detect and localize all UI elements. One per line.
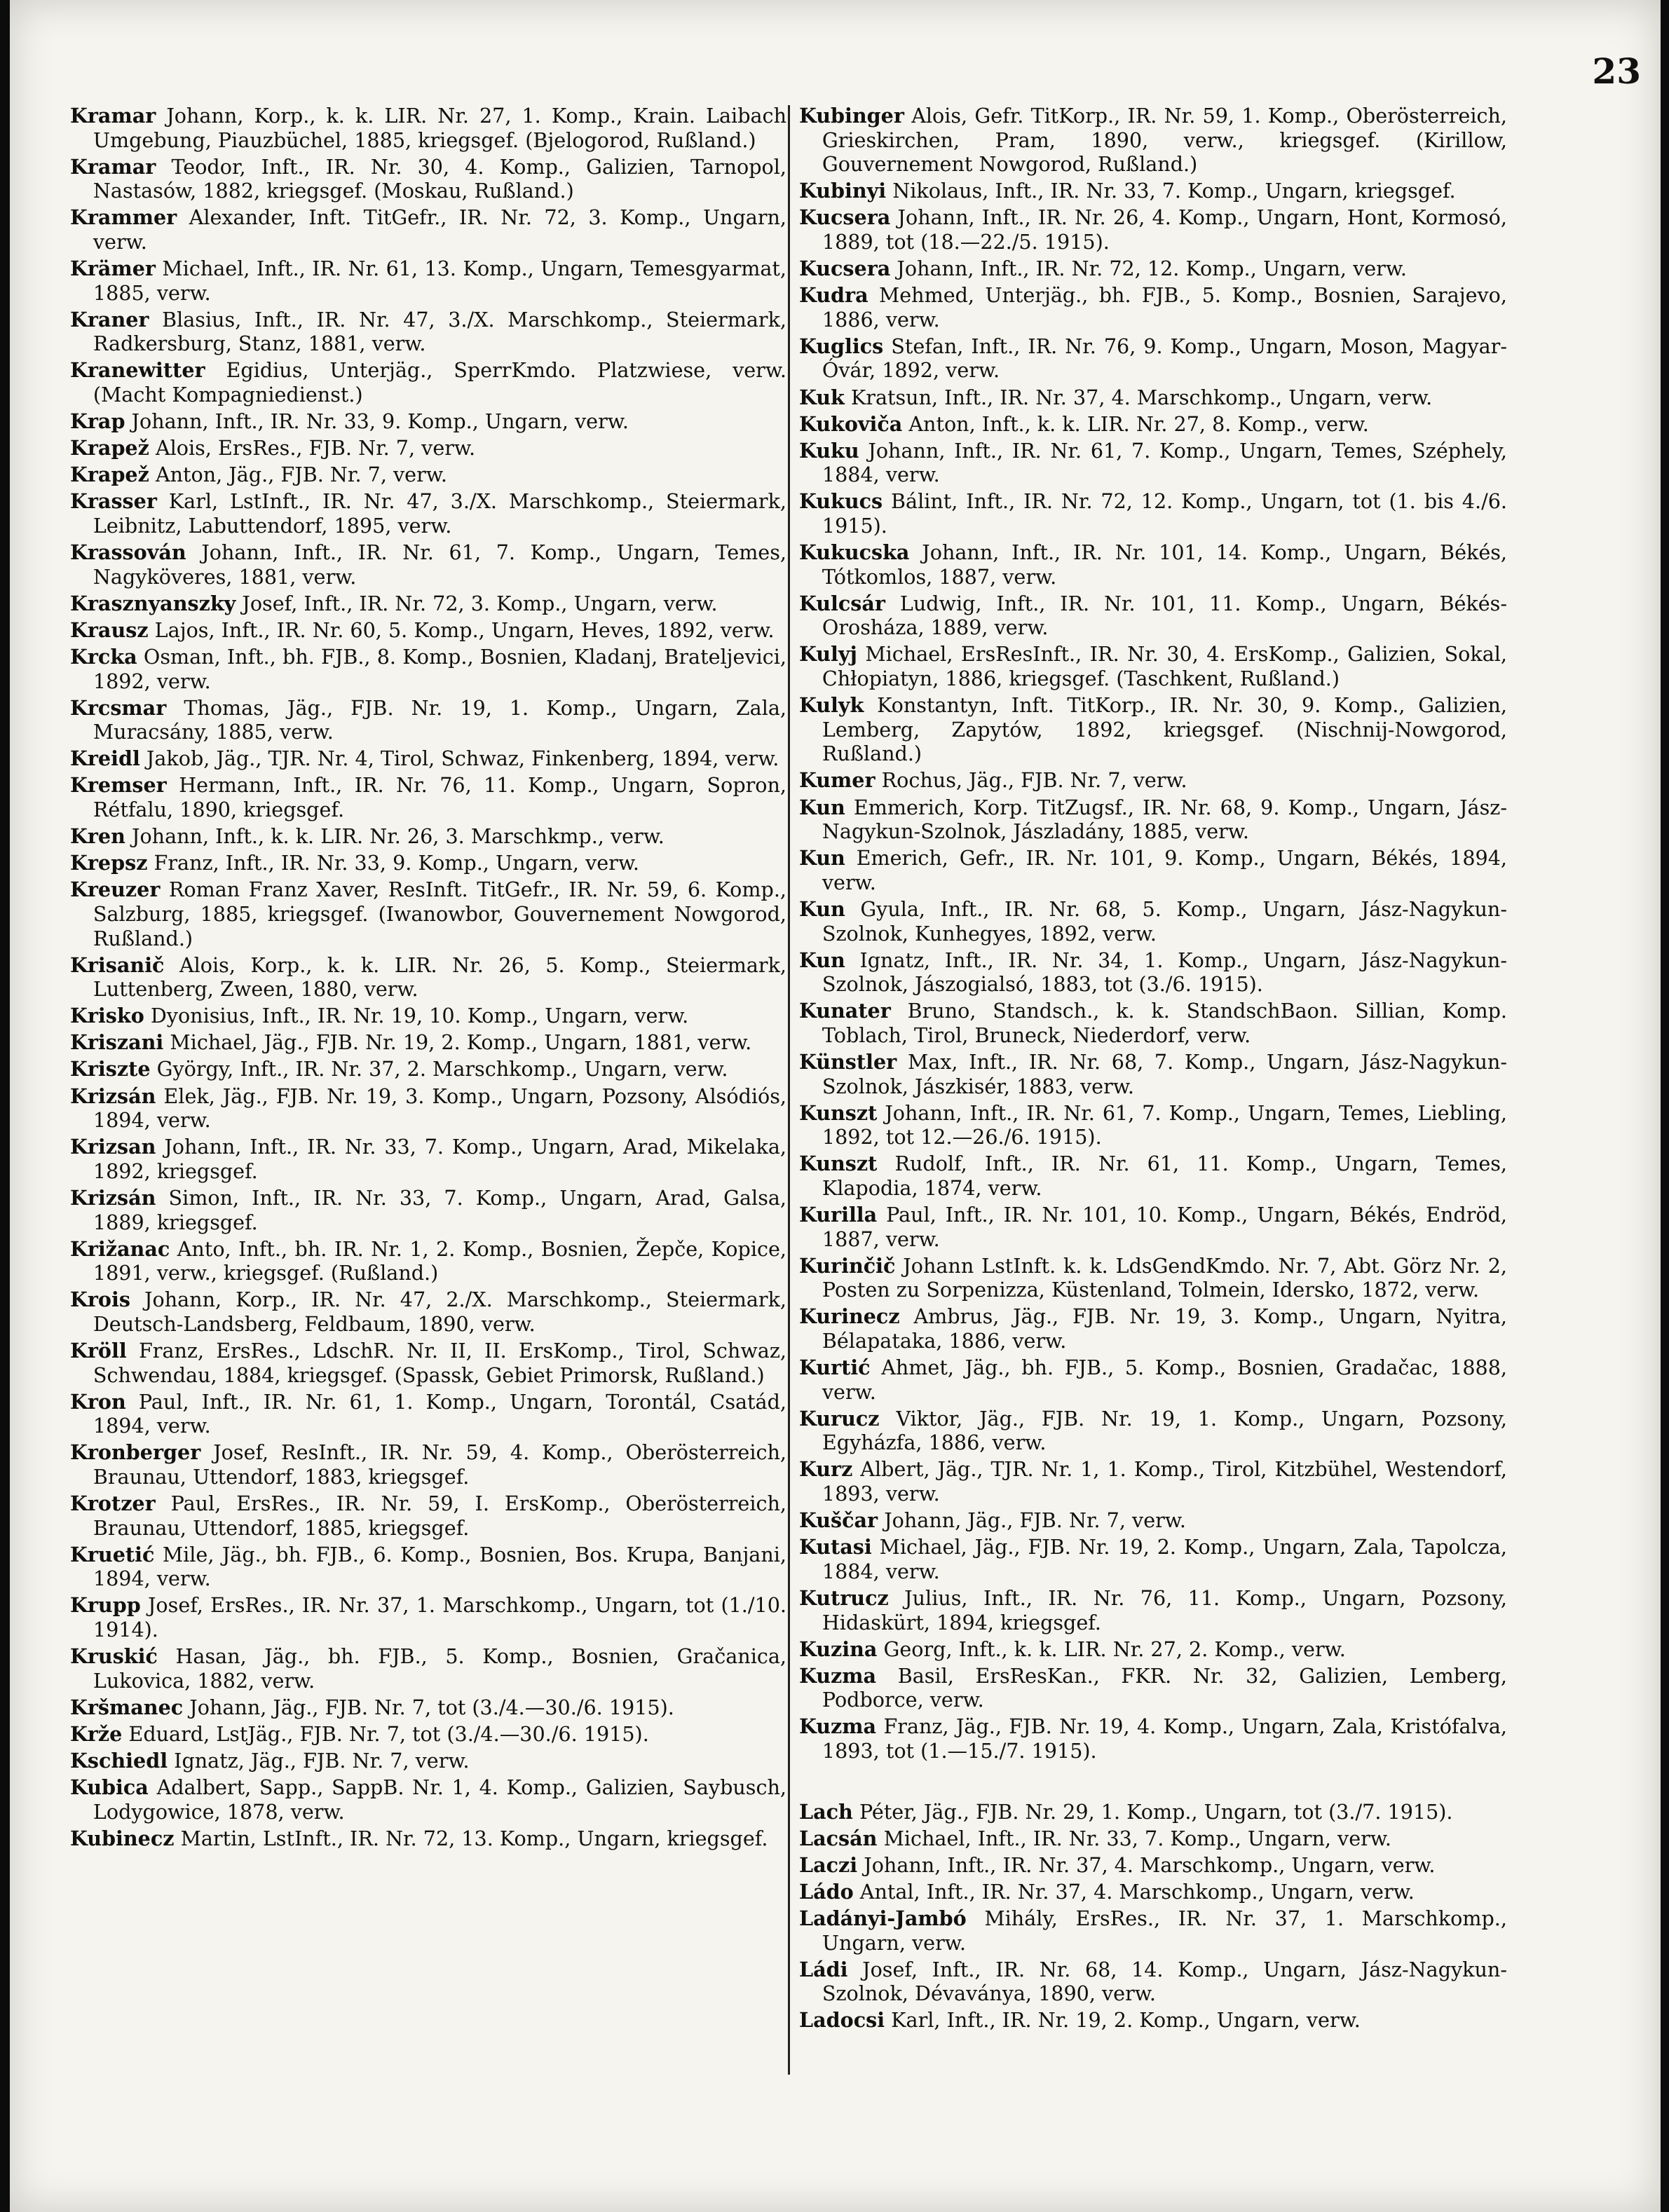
- casualty-entry: [799, 283, 1507, 332]
- entry-details: Josef, ErsRes., IR. Nr. 37, 1. Marschkomp., Ungarn, tot (1./10. 1914).: [93, 1593, 786, 1642]
- entry-details: Johann, Korp., IR. Nr. 47, 2./X. Marschkomp., Steiermark, Deutsch-Landsberg, Feldbaum, 1890, verw.: [93, 1288, 786, 1336]
- casualty-entry: [799, 796, 1507, 844]
- casualty-entry: [70, 1135, 786, 1183]
- entry-surname: Kunszt: [799, 1100, 878, 1125]
- casualty-entry: [70, 618, 786, 643]
- casualty-entry: [70, 1004, 786, 1028]
- casualty-entry: [70, 1593, 786, 1641]
- casualty-entry: [70, 696, 786, 744]
- entry-details: Georg, Inft., k. k. LIR. Nr. 27, 2. Komp., verw.: [883, 1637, 1346, 1661]
- entry-details: Ignatz, Jäg., FJB. Nr. 7, verw.: [174, 1749, 470, 1773]
- entry-surname: Kreuzer: [70, 878, 161, 902]
- entry-details: Mile, Jäg., bh. FJB., 6. Komp., Bosnien, Bos. Krupa, Banjani, 1894, verw.: [93, 1542, 787, 1591]
- entry-surname: Lacsán: [799, 1826, 878, 1850]
- entry-details: Johann, Inft., IR. Nr. 101, 14. Komp., Ungarn, Békés, Tótkomlos, 1887, verw.: [822, 540, 1507, 589]
- entry-details: Paul, Inft., IR. Nr. 101, 10. Komp., Ungarn, Békés, Endröd, 1887, verw.: [822, 1203, 1507, 1251]
- casualty-entry: [70, 1749, 786, 1773]
- casualty-entry: [70, 1237, 786, 1285]
- entry-details: Thomas, Jäg., FJB. Nr. 19, 1. Komp., Ungarn, Zala, Muracsány, 1885, verw.: [93, 695, 786, 744]
- column-divider: [788, 105, 790, 2075]
- entry-surname: Krizsán: [70, 1185, 156, 1210]
- entry-surname: Kranewitter: [70, 358, 205, 383]
- entry-details: Michael, Jäg., FJB. Nr. 19, 2. Komp., Ungarn, Zala, Tapolcza, 1884, verw.: [822, 1535, 1507, 1583]
- casualty-entry: [70, 155, 786, 203]
- entry-surname: Kramar: [70, 104, 156, 128]
- entry-surname: Kren: [70, 824, 125, 849]
- entry-details: Emmerich, Korp. TitZugsf., IR. Nr. 68, 9. Komp., Ungarn, Jász-Nagykun-Szolnok, Jászladány, 1885, verw.: [822, 795, 1507, 844]
- entry-details: Johann, Inft., k. k. LIR. Nr. 26, 3. Marschkmp., verw.: [132, 824, 665, 849]
- casualty-entry: [799, 1508, 1507, 1533]
- entry-surname: Krupp: [70, 1593, 141, 1618]
- casualty-entry: [799, 1637, 1507, 1662]
- entry-details: Mihály, ErsRes., IR. Nr. 37, 1. Marschkomp., Ungarn, verw.: [822, 1906, 1507, 1955]
- entry-details: Simon, Inft., IR. Nr. 33, 7. Komp., Ungarn, Arad, Galsa, 1889, kriegsgef.: [93, 1185, 786, 1234]
- entry-surname: Kumer: [799, 768, 876, 793]
- casualty-entry: [799, 1356, 1507, 1404]
- entry-surname: Kriszani: [70, 1030, 164, 1055]
- entry-surname: Lach: [799, 1799, 853, 1824]
- casualty-entry: [799, 2008, 1507, 2033]
- entry-details: Johann, Inft., IR. Nr. 26, 4. Komp., Ungarn, Hont, Kormosó, 1889, tot (18.—22./5. 1915).: [822, 205, 1507, 254]
- entry-surname: Kun: [799, 846, 845, 871]
- entry-surname: Kraner: [70, 307, 149, 332]
- entry-surname: Kucsera: [799, 205, 891, 230]
- entry-surname: Kun: [799, 948, 845, 972]
- casualty-entry: [70, 1390, 786, 1438]
- entry-surname: Krapež: [70, 436, 149, 460]
- entry-details: Blasius, Inft., IR. Nr. 47, 3./X. Marschkomp., Steiermark, Radkersburg, Stanz, 1881, verw.: [93, 307, 786, 356]
- entry-surname: Kuzma: [799, 1663, 877, 1688]
- entry-details: Antal, Inft., IR. Nr. 37, 4. Marschkomp., Ungarn, verw.: [859, 1879, 1415, 1904]
- entry-surname: Kurucz: [799, 1406, 880, 1431]
- entry-surname: Kurtić: [799, 1356, 871, 1380]
- entry-surname: Kuzma: [799, 1714, 877, 1739]
- entry-details: Basil, ErsResKan., FKR. Nr. 32, Galizien, Lemberg, Podborce, verw.: [822, 1663, 1507, 1712]
- casualty-entry: [799, 489, 1507, 538]
- entry-surname: Kurz: [799, 1457, 853, 1482]
- casualty-entry: [799, 540, 1507, 589]
- entry-details: Johann, Jäg., FJB. Nr. 7, tot (3./4.—30./6. 1915).: [189, 1695, 674, 1719]
- entry-details: Anto, Inft., bh. IR. Nr. 1, 2. Komp., Bosnien, Žepče, Kopice, 1891, verw., kriegsgef. (Rußland.): [93, 1236, 786, 1285]
- casualty-entry: [70, 1084, 786, 1133]
- entry-surname: Kurilla: [799, 1203, 878, 1227]
- entry-surname: Kulyj: [799, 642, 857, 667]
- entry-details: Franz, Inft., IR. Nr. 33, 9. Komp., Ungarn, verw.: [154, 851, 640, 875]
- entry-details: Karl, LstInft., IR. Nr. 47, 3./X. Marschkomp., Steiermark, Leibnitz, Labuttendorf, 1895, verw.: [93, 489, 786, 538]
- entry-details: Karl, Inft., IR. Nr. 19, 2. Komp., Ungarn, verw.: [891, 2008, 1361, 2033]
- entry-details: Mehmed, Unterjäg., bh. FJB., 5. Komp., Bosnien, Sarajevo, 1886, verw.: [822, 283, 1507, 332]
- entry-surname: Krasser: [70, 489, 157, 514]
- entry-details: György, Inft., IR. Nr. 37, 2. Marschkomp., Ungarn, verw.: [156, 1057, 728, 1081]
- entry-details: Alois, ErsRes., FJB. Nr. 7, verw.: [155, 436, 476, 460]
- entry-surname: Ladocsi: [799, 2008, 885, 2033]
- entry-surname: Ládi: [799, 1957, 848, 1981]
- entry-surname: Ladányi-Jambó: [799, 1906, 967, 1930]
- entry-details: Johann, Inft., IR. Nr. 61, 7. Komp., Ungarn, Temes, Liebling, 1892, tot 12.—26./6. 1915).: [822, 1100, 1507, 1149]
- casualty-entry: [70, 104, 786, 152]
- entry-surname: Kucsera: [799, 257, 891, 281]
- entry-details: Johann, Inft., IR. Nr. 37, 4. Marschkomp., Ungarn, verw.: [864, 1852, 1436, 1877]
- casualty-entry: [799, 385, 1507, 410]
- casualty-entry: [799, 1535, 1507, 1583]
- entry-details: Ahmet, Jäg., bh. FJB., 5. Komp., Bosnien, Gradačac, 1888, verw.: [822, 1356, 1507, 1404]
- casualty-entry: [70, 358, 786, 407]
- entry-details: Lajos, Inft., IR. Nr. 60, 5. Komp., Ungarn, Heves, 1892, verw.: [154, 617, 775, 642]
- entry-surname: Künstler: [799, 1049, 897, 1074]
- casualty-entry: [70, 1775, 786, 1824]
- entry-surname: Kruskić: [70, 1644, 158, 1669]
- entry-surname: Kruetić: [70, 1542, 155, 1566]
- entry-surname: Kunszt: [799, 1152, 878, 1176]
- entry-details: Osman, Inft., bh. FJB., 8. Komp., Bosnien, Kladanj, Brateljevici, 1892, verw.: [93, 644, 786, 693]
- casualty-entry: [70, 1186, 786, 1234]
- casualty-entry: [799, 257, 1507, 281]
- casualty-entry: [799, 1853, 1507, 1878]
- entry-details: Julius, Inft., IR. Nr. 76, 11. Komp., Ungarn, Pozsony, Hidaskürt, 1894, kriegsgef.: [822, 1585, 1507, 1634]
- entry-details: Viktor, Jäg., FJB. Nr. 19, 1. Komp., Ungarn, Pozsony, Egyházfa, 1886, verw.: [822, 1406, 1507, 1455]
- entry-surname: Krasznyanszky: [70, 591, 236, 615]
- entry-details: Johann, Inft., IR. Nr. 61, 7. Komp., Ungarn, Temes, Széphely, 1884, verw.: [822, 438, 1508, 487]
- casualty-entry: [799, 846, 1507, 894]
- casualty-entry: [70, 746, 786, 771]
- casualty-entry: [70, 824, 786, 849]
- entry-surname: Krizsan: [70, 1135, 156, 1159]
- entry-details: Franz, Jäg., FJB. Nr. 19, 4. Komp., Ungarn, Zala, Kristófalva, 1893, tot (1.—15./7. 1915).: [822, 1714, 1507, 1763]
- entry-details: Josef, Inft., IR. Nr. 72, 3. Komp., Ungarn, verw.: [242, 591, 718, 615]
- entry-surname: Kun: [799, 896, 845, 921]
- entry-surname: Kutasi: [799, 1535, 872, 1559]
- entry-surname: Kunater: [799, 999, 891, 1023]
- entry-details: Martin, LstInft., IR. Nr. 72, 13. Komp., Ungarn, kriegsgef.: [180, 1826, 768, 1850]
- entry-surname: Krže: [70, 1721, 123, 1746]
- entry-surname: Krassován: [70, 540, 186, 565]
- casualty-entry: [70, 257, 786, 305]
- entry-details: Albert, Jäg., TJR. Nr. 1, 1. Komp., Tirol, Kitzbühel, Westendorf, 1893, verw.: [822, 1457, 1507, 1506]
- entry-details: Stefan, Inft., IR. Nr. 76, 9. Komp., Ungarn, Moson, Magyar-Óvár, 1892, verw.: [822, 334, 1508, 383]
- casualty-entry: [799, 1664, 1507, 1712]
- entry-details: Alois, Korp., k. k. LIR. Nr. 26, 5. Komp., Steiermark, Luttenberg, Zween, 1880, verw.: [93, 953, 786, 1002]
- entry-surname: Kuščar: [799, 1508, 878, 1533]
- casualty-entry: [70, 540, 786, 589]
- entry-details: Michael, Jäg., FJB. Nr. 19, 2. Komp., Ungarn, 1881, verw.: [170, 1030, 752, 1055]
- entry-surname: Kubinger: [799, 104, 904, 128]
- entry-details: Roman Franz Xaver, ResInft. TitGefr., IR. Nr. 59, 6. Komp., Salzburg, 1885, kriegsgef. (Iwanowbor, Gouvernement Nowgorod, Rußland.): [93, 878, 786, 950]
- entry-details: Anton, Jäg., FJB. Nr. 7, verw.: [155, 463, 447, 487]
- casualty-entry: [70, 436, 786, 460]
- entry-details: Johann, Inft., IR. Nr. 72, 12. Komp., Ungarn, verw.: [897, 257, 1407, 281]
- entry-surname: Krotzer: [70, 1491, 156, 1516]
- entry-surname: Kulcsár: [799, 591, 885, 615]
- casualty-entry: [799, 1254, 1507, 1302]
- casualty-entry: [799, 1407, 1507, 1455]
- entry-details: Emerich, Gefr., IR. Nr. 101, 9. Komp., Ungarn, Békés, 1894, verw.: [822, 846, 1508, 894]
- casualty-entry: [70, 592, 786, 616]
- entry-surname: Krisanič: [70, 953, 165, 977]
- casualty-entry: [799, 1152, 1507, 1200]
- casualty-entry: [799, 1101, 1507, 1149]
- entry-details: Johann, Inft., IR. Nr. 33, 7. Komp., Ungarn, Arad, Mikelaka, 1892, kriegsgef.: [93, 1135, 786, 1183]
- entry-surname: Križanac: [70, 1236, 170, 1261]
- entry-details: Konstantyn, Inft. TitKorp., IR. Nr. 30, 9. Komp., Galizien, Lemberg, Zapytów, 1892, kriegsgef. (Nischnij-Nowgorod, Rußland.): [822, 693, 1508, 766]
- entry-surname: Kubinecz: [70, 1826, 175, 1850]
- entry-details: Johann, Inft., IR. Nr. 33, 9. Komp., Ungarn, verw.: [131, 409, 629, 434]
- casualty-entry: [70, 1288, 786, 1336]
- casualty-entry: [70, 773, 786, 821]
- entry-details: Johann, Jäg., FJB. Nr. 7, verw.: [884, 1508, 1186, 1533]
- entry-details: Paul, Inft., IR. Nr. 61, 1. Komp., Ungarn, Torontál, Csatád, 1894, verw.: [93, 1389, 786, 1438]
- entry-details: Bruno, Standsch., k. k. StandschBaon. Sillian, Komp. Toblach, Tirol, Bruneck, Niederdorf, verw.: [822, 999, 1507, 1047]
- casualty-entry: [799, 179, 1507, 203]
- entry-details: Nikolaus, Inft., IR. Nr. 33, 7. Komp., Ungarn, kriegsgef.: [892, 179, 1456, 203]
- casualty-entry: [799, 948, 1507, 997]
- casualty-entry: [70, 851, 786, 875]
- casualty-entry: [799, 412, 1507, 437]
- entry-details: Ludwig, Inft., IR. Nr. 101, 11. Komp., Ungarn, Békés-Orosháza, 1889, verw.: [822, 591, 1507, 640]
- page-number: 23: [1592, 50, 1641, 92]
- casualty-entry: [799, 999, 1507, 1047]
- casualty-entry: [799, 1714, 1507, 1763]
- casualty-entry: [70, 1339, 786, 1387]
- entry-surname: Krammer: [70, 205, 177, 230]
- entry-surname: Kuzina: [799, 1637, 878, 1661]
- entry-details: Rudolf, Inft., IR. Nr. 61, 11. Komp., Ungarn, Temes, Klapodia, 1874, verw.: [822, 1152, 1507, 1200]
- entry-details: Max, Inft., IR. Nr. 68, 7. Komp., Ungarn, Jász-Nagykun-Szolnok, Jászkisér, 1883, verw.: [822, 1049, 1508, 1098]
- casualty-entry: [70, 489, 786, 538]
- casualty-entry: [799, 334, 1507, 383]
- entry-details: Michael, Inft., IR. Nr. 33, 7. Komp., Ungarn, verw.: [883, 1826, 1391, 1850]
- entry-surname: Kurinecz: [799, 1304, 900, 1329]
- right-column: [799, 104, 1507, 2035]
- entry-details: Paul, ErsRes., IR. Nr. 59, I. ErsKomp., Oberösterreich, Braunau, Uttendorf, 1885, kriegsgef.: [93, 1491, 786, 1540]
- entry-surname: Kuk: [799, 385, 845, 409]
- entry-details: Alexander, Inft. TitGefr., IR. Nr. 72, 3. Komp., Ungarn, verw.: [93, 205, 786, 254]
- entry-surname: Krepsz: [70, 851, 148, 875]
- entry-surname: Krap: [70, 409, 125, 434]
- casualty-entry: [799, 897, 1507, 945]
- casualty-entry: [799, 1457, 1507, 1506]
- casualty-entry: [799, 1906, 1507, 1955]
- entry-details: Johann LstInft. k. k. LdsGendKmdo. Nr. 7, Abt. Görz Nr. 2, Posten zu Sorpenizza, Küstenland, Tolmein, Idersko, 1872, verw.: [822, 1253, 1508, 1302]
- entry-details: Jakob, Jäg., TJR. Nr. 4, Tirol, Schwaz, Finkenberg, 1894, verw.: [146, 746, 779, 771]
- casualty-entry: [799, 1958, 1507, 2006]
- casualty-entry: [799, 1050, 1507, 1098]
- entry-surname: Laczi: [799, 1852, 858, 1877]
- entry-details: Anton, Inft., k. k. LIR. Nr. 27, 8. Komp., verw.: [908, 411, 1369, 436]
- casualty-entry: [70, 308, 786, 356]
- entry-surname: Krapež: [70, 463, 149, 487]
- entry-surname: Krcka: [70, 644, 137, 669]
- entry-surname: Kuku: [799, 438, 859, 463]
- entry-details: Egidius, Unterjäg., SperrKmdo. Platzwiese, verw. (Macht Kompagniedienst.): [93, 358, 787, 407]
- entry-details: Ignatz, Inft., IR. Nr. 34, 1. Komp., Ungarn, Jász-Nagykun-Szolnok, Jászogialsó, 1883, tot (3./6. 1915).: [822, 948, 1507, 997]
- casualty-entry: [799, 1827, 1507, 1851]
- casualty-entry: [70, 1722, 786, 1747]
- entry-surname: Kriszte: [70, 1057, 151, 1081]
- entry-surname: Kröll: [70, 1339, 127, 1363]
- entry-details: Gyula, Inft., IR. Nr. 68, 5. Komp., Ungarn, Jász-Nagykun-Szolnok, Kunhegyes, 1892, verw.: [822, 896, 1508, 945]
- casualty-entry: [70, 953, 786, 1002]
- entry-details: Péter, Jäg., FJB. Nr. 29, 1. Komp., Ungarn, tot (3./7. 1915).: [859, 1799, 1453, 1824]
- entry-surname: Kubinyi: [799, 179, 887, 203]
- entry-surname: Kschiedl: [70, 1749, 168, 1773]
- casualty-entry: [70, 1440, 786, 1489]
- entry-details: Ambrus, Jäg., FJB. Nr. 19, 3. Komp., Ungarn, Nyitra, Bélapataka, 1886, verw.: [822, 1304, 1507, 1353]
- entry-details: Bálint, Inft., IR. Nr. 72, 12. Komp., Ungarn, tot (1. bis 4./6. 1915).: [822, 489, 1507, 538]
- entry-details: Johann, Inft., IR. Nr. 61, 7. Komp., Ungarn, Temes, Nagyköveres, 1881, verw.: [93, 540, 786, 589]
- casualty-entry: [70, 205, 786, 254]
- casualty-entry: [799, 592, 1507, 640]
- entry-surname: Kuglics: [799, 334, 884, 358]
- casualty-entry: [799, 693, 1507, 766]
- entry-details: Josef, ResInft., IR. Nr. 59, 4. Komp., Oberösterreich, Braunau, Uttendorf, 1883, kriegsgef.: [93, 1440, 787, 1489]
- casualty-entry: [799, 439, 1507, 487]
- casualty-entry: [799, 642, 1507, 690]
- entry-surname: Kremser: [70, 773, 167, 798]
- casualty-entry: [799, 104, 1507, 177]
- entry-surname: Kreidl: [70, 746, 140, 771]
- left-column: [70, 104, 786, 1853]
- entry-details: Dyonisius, Inft., IR. Nr. 19, 10. Komp., Ungarn, verw.: [150, 1004, 689, 1028]
- entry-details: Josef, Inft., IR. Nr. 68, 14. Komp., Ungarn, Jász-Nagykun-Szolnok, Dévaványa, 1890, verw.: [822, 1957, 1508, 2006]
- entry-details: Rochus, Jäg., FJB. Nr. 7, verw.: [881, 768, 1187, 793]
- entry-surname: Kulyk: [799, 693, 864, 718]
- entry-surname: Krausz: [70, 617, 149, 642]
- entry-surname: Kutrucz: [799, 1585, 889, 1610]
- entry-details: Michael, ErsResInft., IR. Nr. 30, 4. ErsKomp., Galizien, Sokal, Chłopiatyn, 1886, kriegsgef. (Taschkent, Rußland.): [822, 642, 1507, 691]
- casualty-entry: [70, 1491, 786, 1540]
- entry-details: Franz, ErsRes., LdschR. Nr. II, II. ErsKomp., Tirol, Schwaz, Schwendau, 1884, kriegsgef. (Spassk, Gebiet Primorsk, Rußland.): [93, 1339, 787, 1387]
- entry-surname: Kron: [70, 1389, 126, 1414]
- casualty-entry: [70, 1057, 786, 1081]
- entry-details: Hermann, Inft., IR. Nr. 76, 11. Komp., Ungarn, Sopron, Rétfalu, 1890, kriegsgef.: [93, 773, 787, 822]
- entry-surname: Kramar: [70, 154, 156, 179]
- casualty-entry: [70, 1030, 786, 1055]
- casualty-entry: [70, 645, 786, 693]
- entry-surname: Krois: [70, 1288, 130, 1312]
- entry-details: Hasan, Jäg., bh. FJB., 5. Komp., Bosnien, Gračanica, Lukovica, 1882, verw.: [93, 1644, 787, 1693]
- entry-details: Alois, Gefr. TitKorp., IR. Nr. 59, 1. Komp., Oberösterreich, Grieskirchen, Pram, 1890, verw., kriegsgef. (Kirillow, Gouvernement Nowgorod, Rußland.): [822, 104, 1508, 177]
- entry-details: Elek, Jäg., FJB. Nr. 19, 3. Komp., Ungarn, Pozsony, Alsódiós, 1894, verw.: [93, 1084, 787, 1133]
- entry-surname: Krcsmar: [70, 695, 167, 720]
- casualty-entry: [799, 1800, 1507, 1824]
- casualty-entry: [70, 1827, 786, 1851]
- entry-surname: Kršmanec: [70, 1695, 184, 1719]
- entry-surname: Kukucs: [799, 489, 883, 514]
- casualty-entry: [70, 1543, 786, 1591]
- entry-surname: Kudra: [799, 283, 868, 308]
- entry-surname: Kukoviča: [799, 411, 903, 436]
- casualty-entry: [799, 1203, 1507, 1251]
- entry-surname: Krisko: [70, 1004, 144, 1028]
- entry-surname: Kurinčič: [799, 1253, 896, 1278]
- casualty-entry: [799, 205, 1507, 254]
- entry-surname: Krizsán: [70, 1084, 156, 1108]
- casualty-entry: [70, 878, 786, 950]
- entry-details: Johann, Korp., k. k. LIR. Nr. 27, 1. Komp., Krain. Laibach Umgebung, Piauzbüchel, 1885, kriegsgef. (Bjelogorod, Rußland.): [93, 104, 786, 152]
- casualty-entry: [799, 1880, 1507, 1904]
- entry-surname: Kukucska: [799, 540, 910, 565]
- casualty-entry: [70, 409, 786, 434]
- entry-details: Eduard, LstJäg., FJB. Nr. 7, tot (3./4.—30./6. 1915).: [128, 1721, 649, 1746]
- casualty-entry: [799, 1586, 1507, 1634]
- casualty-entry: [70, 1695, 786, 1720]
- entry-details: Teodor, Inft., IR. Nr. 30, 4. Komp., Galizien, Tarnopol, Nastasów, 1882, kriegsgef. (Moskau, Rußland.): [93, 154, 787, 203]
- entry-details: Kratsun, Inft., IR. Nr. 37, 4. Marschkomp., Ungarn, verw.: [850, 385, 1433, 409]
- casualty-entry: [70, 1644, 786, 1693]
- document-page: [10, 0, 1661, 2212]
- casualty-entry: [799, 1304, 1507, 1353]
- entry-surname: Kubica: [70, 1775, 149, 1800]
- entry-details: Adalbert, Sapp., SappB. Nr. 1, 4. Komp., Galizien, Saybusch, Lodygowice, 1878, verw.: [93, 1775, 787, 1824]
- entry-details: Michael, Inft., IR. Nr. 61, 13. Komp., Ungarn, Temesgyarmat, 1885, verw.: [93, 257, 786, 305]
- casualty-entry: [70, 463, 786, 487]
- entry-surname: Ládo: [799, 1879, 854, 1904]
- entry-surname: Kronberger: [70, 1440, 201, 1465]
- casualty-entry: [799, 768, 1507, 793]
- entry-surname: Krämer: [70, 257, 156, 281]
- entry-surname: Kun: [799, 795, 845, 819]
